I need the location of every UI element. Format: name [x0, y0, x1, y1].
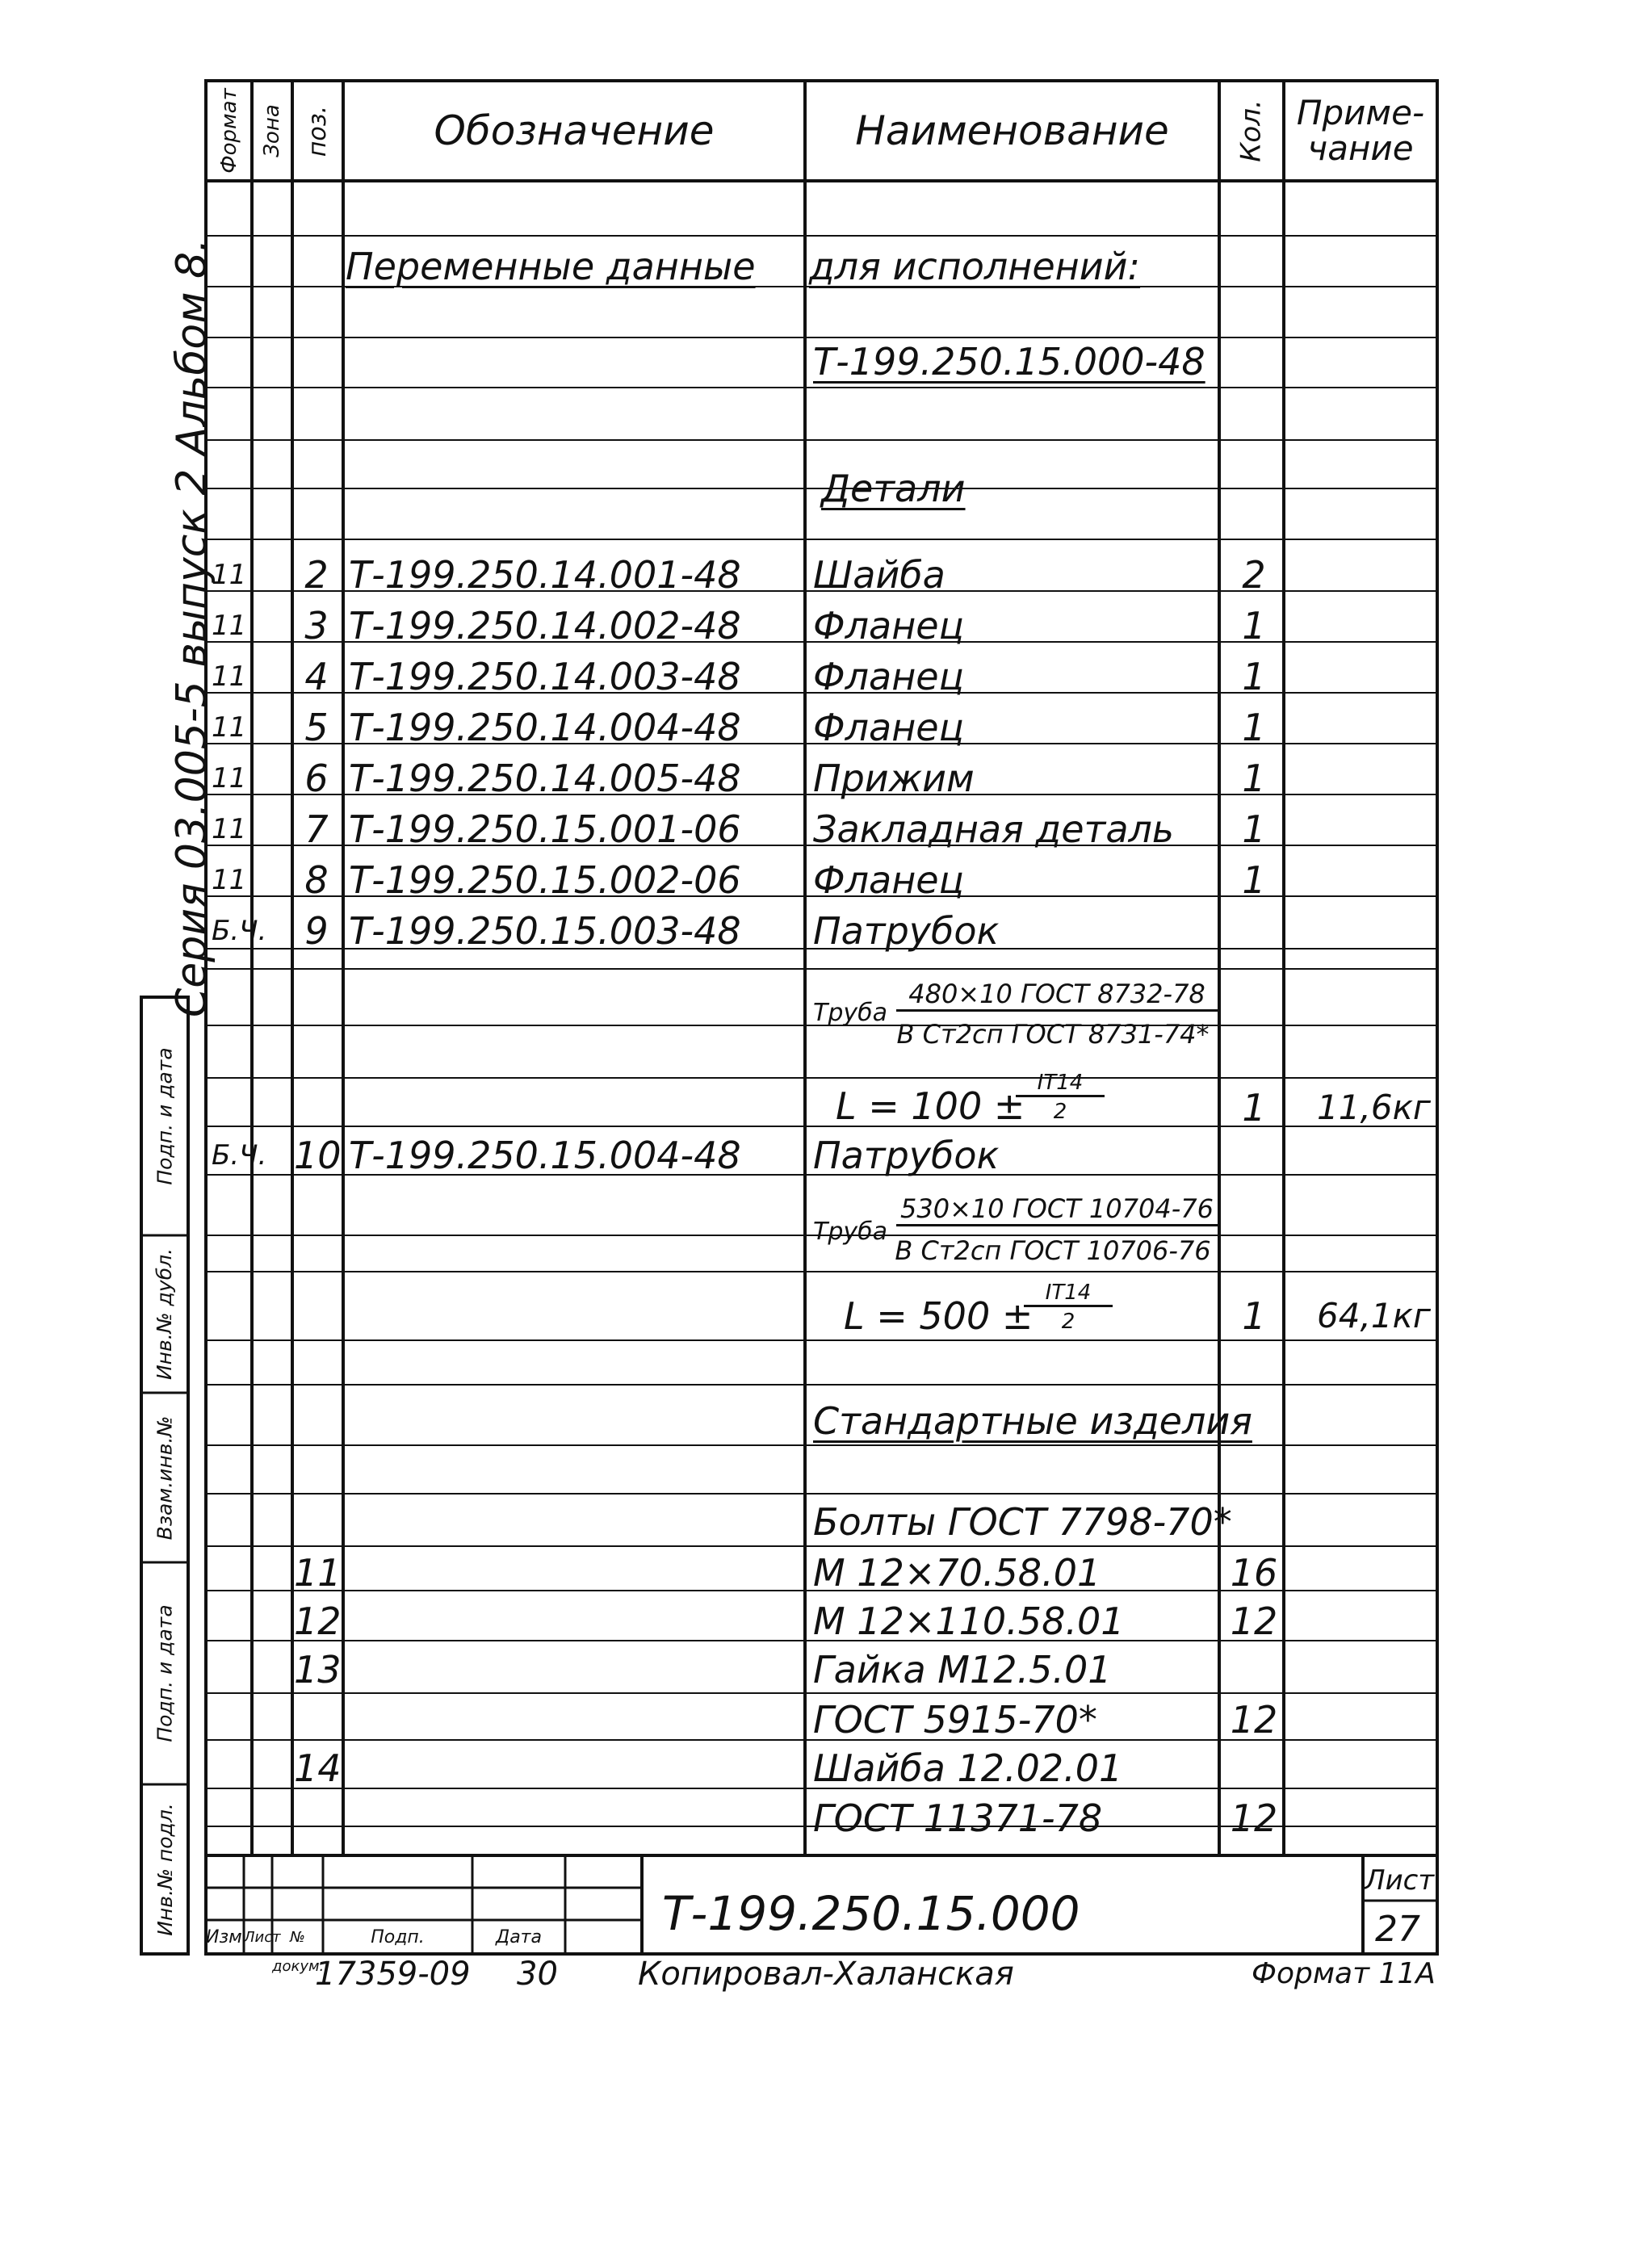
pipe2-qty: 1 [1242, 1294, 1266, 1338]
pipe2-tol-den: 2 [1061, 1310, 1075, 1334]
part-name: Фланец [813, 655, 964, 698]
part-qty [1226, 907, 1282, 955]
pipe1-tol-num: IT14 [1016, 1071, 1105, 1097]
part10-pos: 10 [294, 1134, 342, 1177]
tb-col-date: Дата [496, 1927, 542, 1947]
header-note [1284, 81, 1437, 181]
std-name: ГОСТ 5915-70* [813, 1698, 1097, 1742]
group-standard-heading: Стандартные изделия [813, 1399, 1252, 1443]
part-pos: 6 [304, 757, 329, 800]
pipe2-denominator: В Ст2сп ГОСТ 10706-76 [895, 1235, 1211, 1266]
part-name: Патрубок [813, 909, 1000, 953]
tb-col-izm: Изм. [206, 1927, 248, 1947]
part-designation: Т-199.250.14.004-48 [349, 706, 741, 749]
part-qty: 1 [1242, 706, 1266, 749]
pipe2-numerator: 530×10 ГОСТ 10704-76 [896, 1193, 1218, 1226]
part-format: 11 [212, 660, 247, 693]
part-designation: Т-199.250.14.002-48 [349, 604, 741, 648]
heading-variable-data: Переменные данные [346, 245, 756, 288]
pipe1-mass: 11,6кг [1317, 1088, 1431, 1127]
pipe2-length: L = 500 ± [844, 1294, 1034, 1338]
pipe2-label: Труба [813, 1218, 888, 1246]
part-designation: Т-199.250.14.005-48 [349, 757, 741, 800]
part-pos: 5 [304, 706, 329, 749]
part-pos: 4 [304, 655, 329, 698]
part-format: 11 [212, 864, 247, 896]
part10-name: Патрубок [813, 1134, 1000, 1177]
footer-copied: Копировал-Халанская [638, 1956, 1014, 1993]
part-name: Фланец [813, 858, 964, 902]
header-qty: Кол. [1235, 99, 1268, 162]
std-pos [294, 1696, 339, 1744]
part-qty: 1 [1242, 655, 1266, 698]
pipe1-tol-den: 2 [1053, 1100, 1067, 1124]
part-name: Закладная деталь [813, 807, 1175, 851]
sheet-number: 27 [1375, 1909, 1420, 1950]
side-field-sign-date-2: Подп. и дата [153, 1604, 177, 1742]
std-qty: 12 [1230, 1796, 1278, 1840]
std-qty: 12 [1230, 1599, 1278, 1643]
part-pos: 2 [304, 553, 329, 597]
side-field-dup-inv: Инв.№ дубл. [153, 1247, 177, 1381]
tb-col-sign: Подп. [371, 1927, 425, 1947]
pipe1-label: Труба [813, 999, 888, 1027]
part-designation: Т-199.250.15.003-48 [349, 909, 741, 953]
header-pos: поз. [304, 105, 332, 157]
document-code: Т-199.250.15.000 [662, 1886, 1080, 1941]
std-name: М 12×110.58.01 [813, 1599, 1125, 1643]
pipe1-length: L = 100 ± [836, 1084, 1025, 1128]
pipe1-numerator: 480×10 ГОСТ 8732-78 [896, 979, 1218, 1012]
part-format: 11 [212, 610, 247, 642]
part-format: 11 [212, 711, 247, 744]
bolts-heading: Болты ГОСТ 7798-70* [813, 1500, 1232, 1544]
std-qty: 12 [1230, 1698, 1278, 1742]
part-format: 11 [212, 559, 247, 591]
part-designation: Т-199.250.15.002-06 [349, 858, 741, 902]
group-details-heading: Детали [821, 467, 966, 510]
part-designation: Т-199.250.14.001-48 [349, 553, 741, 597]
side-field-orig-inv: Инв.№ подл. [153, 1802, 177, 1936]
header-designation: Обозначение [434, 107, 715, 154]
std-name: ГОСТ 11371-78 [813, 1796, 1103, 1840]
part-designation: Т-199.250.14.003-48 [349, 655, 741, 698]
side-field-replace-inv: Взам.инв.№ [153, 1415, 177, 1540]
side-field-sign-date-1: Подп. и дата [153, 1047, 177, 1185]
side-band [141, 997, 188, 1954]
part-name: Шайба [813, 553, 945, 597]
part-format: 11 [212, 813, 247, 845]
sheet-label: Лист [1365, 1864, 1435, 1897]
std-pos: 14 [294, 1746, 342, 1790]
part-pos: 3 [304, 604, 329, 648]
part10-designation: Т-199.250.15.004-48 [349, 1134, 741, 1177]
std-qty [1226, 1645, 1282, 1694]
part-format: 11 [212, 762, 247, 794]
pipe2-mass: 64,1кг [1317, 1296, 1431, 1335]
std-pos: 13 [294, 1648, 342, 1692]
std-name: Шайба 12.02.01 [813, 1746, 1123, 1790]
footer-order: 17359-09 [315, 1956, 471, 1993]
std-name: Гайка М12.5.01 [813, 1648, 1112, 1692]
part-qty: 1 [1242, 757, 1266, 800]
pipe1-qty: 1 [1242, 1086, 1266, 1130]
part-format: Б.Ч. [212, 915, 267, 947]
pipe1-denominator: В Ст2сп ГОСТ 8731-74* [896, 1019, 1210, 1050]
variant-designation: Т-199.250.15.000-48 [813, 340, 1205, 384]
part-pos: 7 [304, 807, 329, 851]
header-format: Формат [216, 88, 241, 174]
part-pos: 9 [304, 909, 329, 953]
part-name: Фланец [813, 706, 964, 749]
std-qty [1226, 1744, 1282, 1792]
std-qty: 16 [1230, 1551, 1278, 1595]
part-qty: 1 [1242, 604, 1266, 648]
std-pos [294, 1794, 339, 1842]
header-name: Наименование [855, 107, 1169, 154]
part-designation: Т-199.250.15.001-06 [349, 807, 741, 851]
header-note-line1: Приме- [1296, 92, 1425, 132]
header-note-line2: чание [1307, 128, 1414, 168]
part-name: Прижим [813, 757, 975, 800]
part-qty: 1 [1242, 807, 1266, 851]
footer-format: Формат 11А [1252, 1957, 1436, 1990]
part-pos: 8 [304, 858, 329, 902]
footer-number: 30 [517, 1956, 558, 1993]
part-name: Фланец [813, 604, 964, 648]
tb-col-doc: № докум. [272, 1929, 325, 1975]
header-zone: Зона [260, 104, 285, 157]
pipe2-tol-num: IT14 [1024, 1281, 1113, 1307]
part-qty: 1 [1242, 858, 1266, 902]
part-qty: 2 [1242, 553, 1266, 597]
tb-col-list: Лист [244, 1929, 281, 1946]
std-pos: 11 [294, 1551, 342, 1595]
heading-for-variants: для исполнений: [809, 245, 1141, 288]
part10-format: Б.Ч. [212, 1139, 267, 1172]
std-pos: 12 [294, 1599, 342, 1643]
std-name: М 12×70.58.01 [813, 1551, 1101, 1595]
